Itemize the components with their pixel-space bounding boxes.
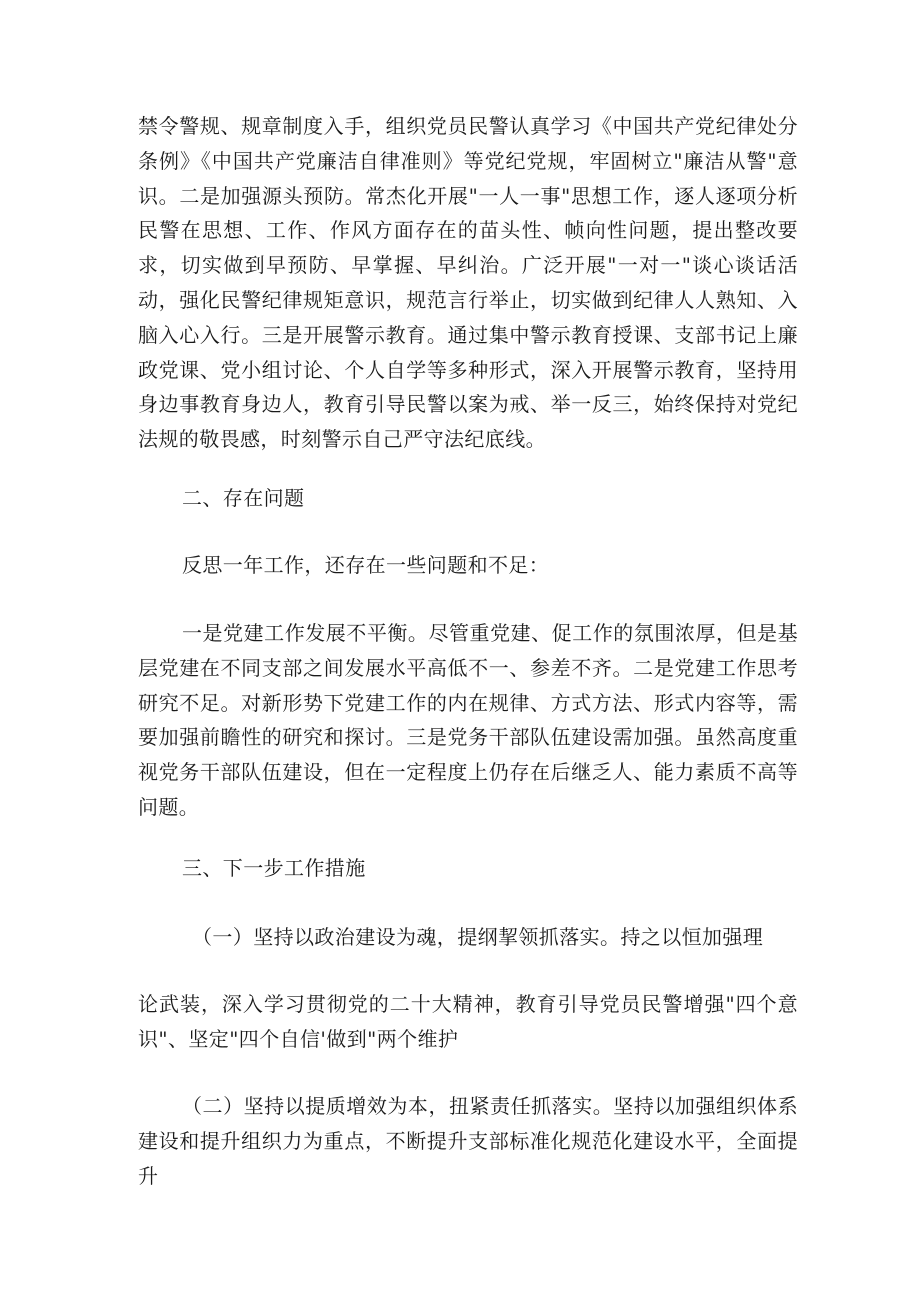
paragraph-measure-two: （二）坚持以提质增效为本，扭紧责任抓落实。坚持以加强组织体系建设和提升组织力为重点，不断提升支部标准化规范化建设水平，全面提升 [138,1094,798,1188]
paragraph-reflection-intro: 反思一年工作，还存在一些问题和不足： [182,553,550,577]
section-heading-existing-problems: 二、存在问题 [182,486,305,510]
paragraph-measure-one-start: （一）坚持以政治建设为魂，提纲挈领抓落实。持之以恒加强理 [192,925,764,949]
section-heading-next-steps: 三、下一步工作措施 [182,856,366,880]
paragraph-measure-one-continued: 论武装，深入学习贯彻党的二十大精神，教育引导党员民警增强"四个意识"、坚定"四个自信'做到"两个维护 [138,992,798,1051]
paragraph-problems-list: 一是党建工作发展不平衡。尽管重党建、促工作的氛围浓厚，但是基层党建在不同支部之间发展水平高低不一、参差不齐。二是党建工作思考研究不足。对新形势下党建工作的内在规律、方式方法、形式内容等，需要加强前瞻性的研究和探讨。三是党务干部队伍建设需加强。虽然高度重视党务干部队伍建设，但在一定程度上仍存在后继乏人、能力素质不高等问题。 [138,621,798,819]
paragraph-discipline-education: 禁令警规、规章制度入手，组织党员民警认真学习《中国共产党纪律处分条例》《中国共产党廉洁自律准则》等党纪党规，牢固树立"廉洁从警"意识。二是加强源头预防。常杰化开展"一人一事"思想工作，逐人逐项分析民警在思想、工作、作风方面存在的苗头性、帧向性问题，提出整改要求，切实做到早预防、早掌握、早纠治。广泛开展"一对一"谈心谈话活动，强化民警纪律规矩意识，规范言行举止，切实做到纪律人人熟知、入脑入心入行。三是开展警示教育。通过集中警示教育授课、支部书记上廉政党课、党小组讨论、个人自学等多种形式，深入开展警示教育，坚持用身边事教育身边人，教育引导民警以案为戒、举一反三，始终保持对党纪法规的敬畏感，时刻警示自己严守法纪底线。 [138,114,798,452]
